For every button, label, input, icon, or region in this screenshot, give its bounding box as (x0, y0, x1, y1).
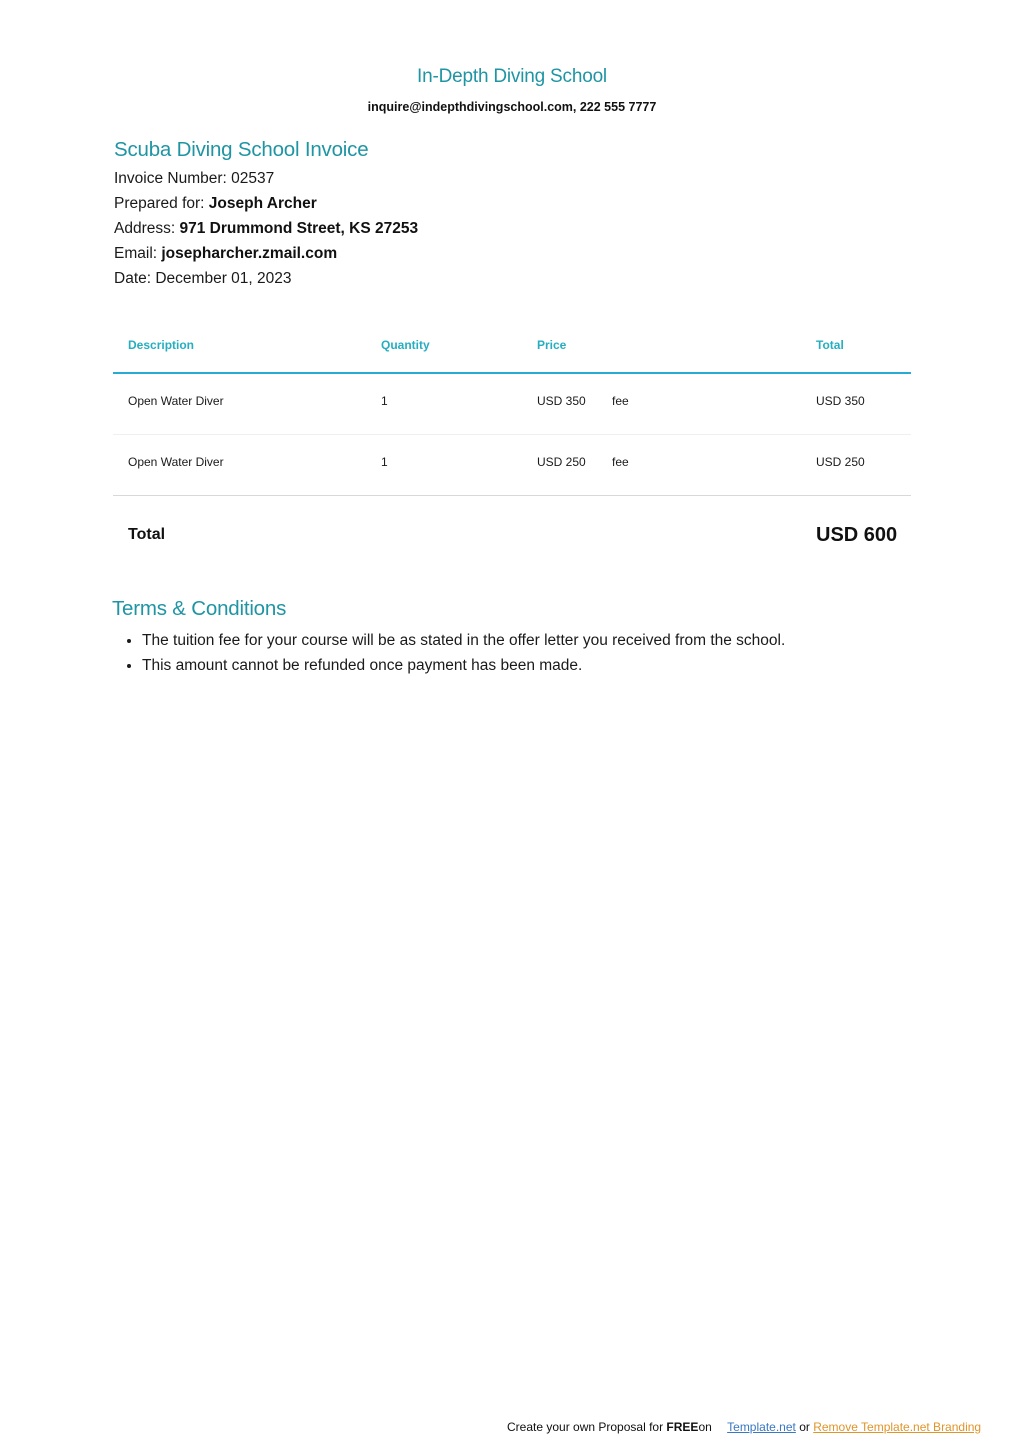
email-label: Email: (114, 245, 162, 262)
school-name: In-Depth Diving School (417, 66, 607, 87)
invoice-number-value: 02537 (231, 170, 275, 187)
terms-item: • This amount cannot be refunded once payment has been made. (142, 653, 785, 678)
row-quantity: 1 (381, 394, 388, 408)
grand-total-value: USD 600 (816, 524, 898, 546)
terms-item: • The tuition fee for your course will be as stated in the offer letter you received from the school. (142, 628, 785, 653)
col-header-price: Price (537, 338, 567, 352)
address-label: Address: (114, 220, 180, 237)
col-header-quantity: Quantity (381, 338, 430, 352)
address-value: 971 Drummond Street, KS 27253 (179, 220, 419, 237)
grand-total-label: Total (128, 526, 166, 543)
date-value: December 01, 2023 (155, 270, 292, 287)
email-value: josepharcher.zmail.com (161, 245, 338, 262)
address (114, 220, 418, 238)
invoice-number-label: Invoice Number: (114, 170, 232, 187)
row-description: Open Water Diver (128, 455, 224, 469)
date-label: Date: (114, 270, 156, 287)
footer-or: or (799, 1420, 810, 1434)
prepared-for-label: Prepared for: (114, 195, 209, 212)
terms-list (112, 628, 785, 678)
row-note: fee (612, 394, 629, 408)
row-total: USD 250 (816, 455, 865, 469)
date (114, 270, 292, 288)
terms-title: Terms & Conditions (112, 597, 287, 620)
school-contact: inquire@indepthdivingschool.com, 222 555 7777 (367, 100, 657, 114)
row-description: Open Water Diver (128, 394, 224, 408)
invoice-number (114, 170, 274, 188)
row-quantity: 1 (381, 455, 388, 469)
row-price: USD 250 (537, 455, 586, 469)
invoice-title: Scuba Diving School Invoice (114, 138, 369, 161)
prepared-for (114, 195, 317, 213)
footer-branding (507, 1420, 981, 1434)
col-header-total: Total (816, 338, 844, 352)
footer-prefix: Create your own Proposal for (507, 1420, 667, 1434)
table-header-divider (113, 372, 911, 374)
prepared-for-value: Joseph Archer (208, 195, 317, 212)
row-price: USD 350 (537, 394, 586, 408)
col-header-description: Description (128, 338, 195, 352)
remove-branding-link[interactable]: Remove Template.net Branding (813, 1420, 982, 1434)
row-note: fee (612, 455, 629, 469)
table-bottom-divider (113, 495, 911, 496)
row-total: USD 350 (816, 394, 865, 408)
template-net-link[interactable]: Template.net (727, 1420, 796, 1434)
row-divider (113, 434, 911, 435)
footer-on: on (698, 1420, 712, 1434)
footer-free: FREE (666, 1420, 699, 1434)
email (114, 245, 337, 263)
